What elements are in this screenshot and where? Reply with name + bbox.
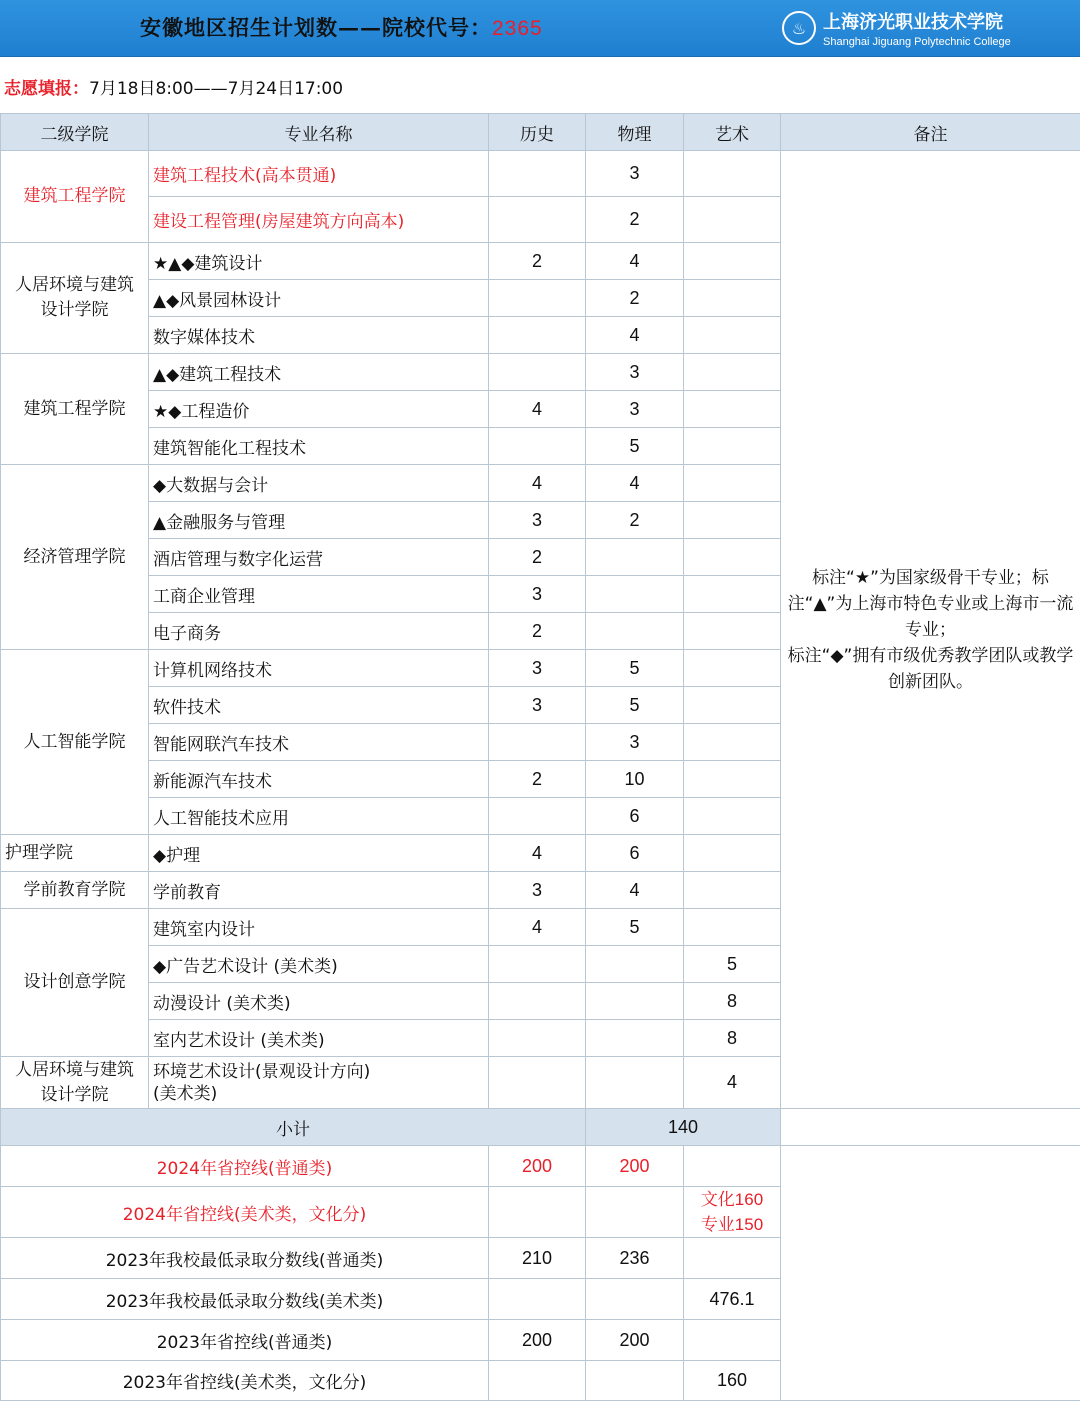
history-cell: 2 xyxy=(489,761,586,798)
art-cell xyxy=(684,798,781,835)
major-cell: 动漫设计 (美术类) xyxy=(149,983,489,1020)
physics-cell: 2 xyxy=(586,280,684,317)
summary-label: 2023年我校最低录取分数线(普通类) xyxy=(1,1238,489,1279)
physics-cell: 5 xyxy=(586,428,684,465)
physics-cell: 3 xyxy=(586,391,684,428)
physics-cell xyxy=(586,613,684,650)
summary-physics: 200 xyxy=(586,1146,684,1187)
summary-history: 200 xyxy=(489,1146,586,1187)
art-cell xyxy=(684,280,781,317)
college-cell: 建筑工程学院 xyxy=(1,354,149,465)
history-cell xyxy=(489,946,586,983)
art-cell xyxy=(684,835,781,872)
major-cell: ★▲◆建筑设计 xyxy=(149,243,489,280)
physics-cell: 2 xyxy=(586,502,684,539)
summary-art xyxy=(684,1146,781,1187)
art-cell xyxy=(684,317,781,354)
summary-label: 2024年省控线(普通类) xyxy=(1,1146,489,1187)
art-cell: 4 xyxy=(684,1057,781,1109)
art-cell xyxy=(684,391,781,428)
summary-physics xyxy=(586,1187,684,1238)
major-cell: 智能网联汽车技术 xyxy=(149,724,489,761)
art-cell xyxy=(684,243,781,280)
subtotal-note-cell xyxy=(781,1109,1080,1146)
college-logo xyxy=(782,8,1072,52)
college-emblem-icon: ♨ xyxy=(782,11,816,45)
art-cell: 8 xyxy=(684,1020,781,1057)
summary-history xyxy=(489,1187,586,1238)
summary-label: 2023年我校最低录取分数线(美术类) xyxy=(1,1279,489,1320)
major-cell: 人工智能技术应用 xyxy=(149,798,489,835)
college-cell: 护理学院 xyxy=(1,835,149,872)
physics-cell: 3 xyxy=(586,354,684,391)
major-cell: ▲◆风景园林设计 xyxy=(149,280,489,317)
major-cell: ▲◆建筑工程技术 xyxy=(149,354,489,391)
major-line: 环境艺术设计(景观设计方向) xyxy=(153,1061,488,1083)
major-cell: 数字媒体技术 xyxy=(149,317,489,354)
header-note: 备注 xyxy=(781,114,1080,151)
table-header-row xyxy=(1,114,1080,151)
subtotal-value: 140 xyxy=(586,1109,781,1146)
art-cell xyxy=(684,909,781,946)
major-cell: ◆广告艺术设计 (美术类) xyxy=(149,946,489,983)
college-cell: 人居环境与建筑设计学院 xyxy=(1,243,149,354)
history-cell xyxy=(489,798,586,835)
college-cell: 建筑工程学院 xyxy=(1,151,149,243)
logo-english-name: Shanghai Jiguang Polytechnic College xyxy=(823,36,1011,48)
physics-cell xyxy=(586,576,684,613)
header-history: 历史 xyxy=(489,114,586,151)
summary-art xyxy=(684,1238,781,1279)
physics-cell: 5 xyxy=(586,650,684,687)
art-cell xyxy=(684,724,781,761)
history-cell xyxy=(489,983,586,1020)
physics-cell: 6 xyxy=(586,798,684,835)
history-cell: 4 xyxy=(489,465,586,502)
history-cell xyxy=(489,1057,586,1109)
summary-row xyxy=(1,1146,1080,1187)
major-cell: 室内艺术设计 (美术类) xyxy=(149,1020,489,1057)
summary-art-line: 文化160 xyxy=(684,1187,780,1212)
major-cell: 新能源汽车技术 xyxy=(149,761,489,798)
major-cell: 计算机网络技术 xyxy=(149,650,489,687)
summary-history: 210 xyxy=(489,1238,586,1279)
subtotal-row xyxy=(1,1109,1080,1146)
major-cell: 工商企业管理 xyxy=(149,576,489,613)
art-cell xyxy=(684,197,781,243)
application-deadline xyxy=(4,74,343,99)
major-cell: ★◆工程造价 xyxy=(149,391,489,428)
major-cell xyxy=(149,1057,489,1109)
summary-art: 476.1 xyxy=(684,1279,781,1320)
major-cell: ▲金融服务与管理 xyxy=(149,502,489,539)
school-code: 2365 xyxy=(492,17,543,40)
physics-cell: 2 xyxy=(586,197,684,243)
history-cell: 3 xyxy=(489,502,586,539)
art-cell: 5 xyxy=(684,946,781,983)
history-cell xyxy=(489,354,586,391)
physics-cell xyxy=(586,539,684,576)
table-row xyxy=(1,151,1080,197)
note-cell xyxy=(781,151,1080,1109)
art-cell xyxy=(684,151,781,197)
art-cell xyxy=(684,465,781,502)
history-cell xyxy=(489,197,586,243)
summary-history xyxy=(489,1279,586,1320)
summary-label: 2023年省控线(美术类，文化分) xyxy=(1,1361,489,1401)
art-cell xyxy=(684,613,781,650)
header-major: 专业名称 xyxy=(149,114,489,151)
summary-history: 200 xyxy=(489,1320,586,1361)
history-cell: 3 xyxy=(489,576,586,613)
header-art: 艺术 xyxy=(684,114,781,151)
art-cell xyxy=(684,502,781,539)
history-cell: 2 xyxy=(489,613,586,650)
deadline-value: 7月18日8:00——7月24日17:00 xyxy=(89,79,343,99)
physics-cell: 10 xyxy=(586,761,684,798)
major-cell: 电子商务 xyxy=(149,613,489,650)
physics-cell xyxy=(586,983,684,1020)
summary-art xyxy=(684,1187,781,1238)
logo-chinese-name: 上海济光职业技术学院 xyxy=(823,8,1003,34)
enrollment-plan-table xyxy=(0,113,1080,1401)
physics-cell: 5 xyxy=(586,909,684,946)
physics-cell: 6 xyxy=(586,835,684,872)
physics-cell: 3 xyxy=(586,151,684,197)
history-cell xyxy=(489,428,586,465)
summary-physics xyxy=(586,1279,684,1320)
history-cell: 3 xyxy=(489,650,586,687)
deadline-label: 志愿填报： xyxy=(4,79,89,99)
physics-cell: 3 xyxy=(586,724,684,761)
note-line: 标注“◆”拥有市级优秀教学团队或教学创新团队。 xyxy=(787,643,1074,695)
history-cell: 4 xyxy=(489,909,586,946)
art-cell xyxy=(684,428,781,465)
summary-art xyxy=(684,1320,781,1361)
college-cell: 人居环境与建筑设计学院 xyxy=(1,1057,149,1109)
page-title: 安徽地区招生计划数——院校代号：2365 xyxy=(140,12,543,42)
major-cell: 建筑智能化工程技术 xyxy=(149,428,489,465)
major-cell: ◆护理 xyxy=(149,835,489,872)
subtotal-label: 小计 xyxy=(1,1109,586,1146)
physics-cell: 4 xyxy=(586,317,684,354)
history-cell xyxy=(489,317,586,354)
art-cell xyxy=(684,576,781,613)
history-cell xyxy=(489,280,586,317)
art-cell xyxy=(684,687,781,724)
summary-art: 160 xyxy=(684,1361,781,1401)
summary-physics: 200 xyxy=(586,1320,684,1361)
history-cell: 4 xyxy=(489,391,586,428)
major-line: (美术类) xyxy=(153,1083,488,1105)
major-cell: ◆大数据与会计 xyxy=(149,465,489,502)
history-cell xyxy=(489,151,586,197)
major-cell: 建筑工程技术(高本贯通) xyxy=(149,151,489,197)
major-cell: 建设工程管理(房屋建筑方向高本) xyxy=(149,197,489,243)
physics-cell xyxy=(586,946,684,983)
summary-label: 2024年省控线(美术类，文化分) xyxy=(1,1187,489,1238)
college-cell: 学前教育学院 xyxy=(1,872,149,909)
art-cell xyxy=(684,650,781,687)
page-header xyxy=(0,0,1080,57)
college-cell: 设计创意学院 xyxy=(1,909,149,1057)
physics-cell: 4 xyxy=(586,872,684,909)
art-cell xyxy=(684,761,781,798)
art-cell xyxy=(684,872,781,909)
summary-physics: 236 xyxy=(586,1238,684,1279)
physics-cell: 4 xyxy=(586,243,684,280)
history-cell: 2 xyxy=(489,243,586,280)
major-cell: 软件技术 xyxy=(149,687,489,724)
college-cell: 经济管理学院 xyxy=(1,465,149,650)
history-cell xyxy=(489,1020,586,1057)
header-college: 二级学院 xyxy=(1,114,149,151)
history-cell: 4 xyxy=(489,835,586,872)
major-cell: 学前教育 xyxy=(149,872,489,909)
art-cell: 8 xyxy=(684,983,781,1020)
summary-note-cell xyxy=(781,1146,1080,1401)
major-cell: 酒店管理与数字化运营 xyxy=(149,539,489,576)
art-cell xyxy=(684,539,781,576)
history-cell: 3 xyxy=(489,872,586,909)
art-cell xyxy=(684,354,781,391)
physics-cell: 5 xyxy=(586,687,684,724)
summary-label: 2023年省控线(普通类) xyxy=(1,1320,489,1361)
note-line: 标注“★”为国家级骨干专业；标注“▲”为上海市特色专业或上海市一流专业； xyxy=(787,565,1074,643)
college-cell: 人工智能学院 xyxy=(1,650,149,835)
history-cell xyxy=(489,724,586,761)
major-cell: 建筑室内设计 xyxy=(149,909,489,946)
header-physics: 物理 xyxy=(586,114,684,151)
history-cell: 2 xyxy=(489,539,586,576)
physics-cell xyxy=(586,1020,684,1057)
summary-art-line: 专业150 xyxy=(684,1212,780,1237)
history-cell: 3 xyxy=(489,687,586,724)
physics-cell xyxy=(586,1057,684,1109)
physics-cell: 4 xyxy=(586,465,684,502)
